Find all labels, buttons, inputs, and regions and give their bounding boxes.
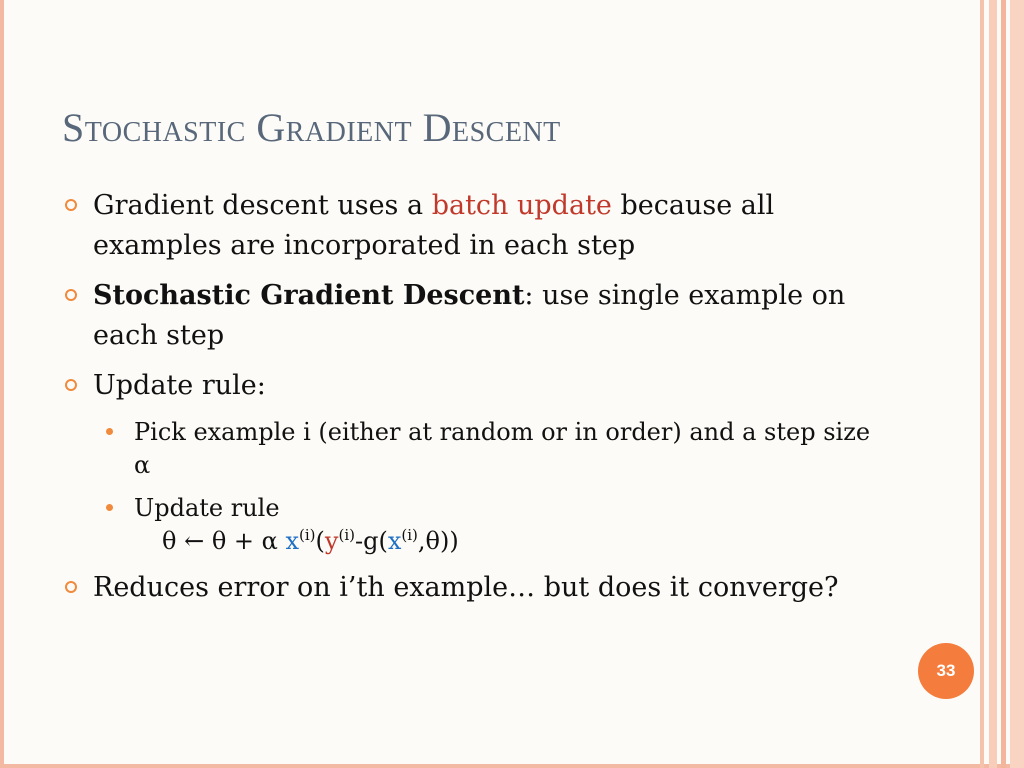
formula-paren: ( bbox=[315, 527, 325, 555]
bullet-text: Gradient descent uses a bbox=[93, 190, 432, 221]
formula-end: ,θ)) bbox=[417, 527, 459, 555]
highlight-batch-update: batch update bbox=[431, 190, 612, 221]
bottom-border bbox=[0, 764, 1024, 768]
update-formula bbox=[134, 525, 882, 558]
bullet-ring-icon bbox=[65, 289, 77, 301]
slide-content bbox=[62, 186, 882, 618]
formula-superscript: (i) bbox=[401, 526, 418, 544]
sub-bullet-dot-icon bbox=[106, 504, 113, 511]
bullet-sgd-definition bbox=[62, 276, 882, 356]
sub-bullet-update-rule bbox=[62, 492, 882, 558]
left-border bbox=[0, 0, 4, 768]
sub-bullet-text: Pick example i (either at random or in order) and a step size α bbox=[134, 418, 871, 479]
bullet-convergence-question bbox=[62, 568, 882, 608]
formula-lhs: θ ← θ + α bbox=[162, 527, 286, 555]
formula-y: y bbox=[324, 527, 339, 555]
slide-title: Stochastic Gradient Descent bbox=[62, 105, 561, 150]
formula-superscript: (i) bbox=[299, 526, 316, 544]
bullet-batch-update bbox=[62, 186, 882, 266]
sub-bullet-pick-example bbox=[62, 416, 882, 482]
sub-bullet-dot-icon bbox=[106, 428, 113, 435]
bullet-text: Reduces error on i’th example… but does it converge? bbox=[93, 572, 839, 603]
bold-term-sgd: Stochastic Gradient Descent bbox=[93, 280, 525, 311]
formula-g: -g( bbox=[354, 527, 388, 555]
bullet-ring-icon bbox=[65, 581, 77, 593]
bullet-update-rule bbox=[62, 366, 882, 406]
formula-superscript: (i) bbox=[338, 526, 355, 544]
bullet-text: : use single example on each step bbox=[93, 280, 846, 351]
bullet-ring-icon bbox=[65, 379, 77, 391]
sub-bullet-text: Update rule bbox=[134, 494, 280, 522]
formula-x: x bbox=[387, 527, 402, 555]
decorative-stripes bbox=[980, 0, 1024, 768]
bullet-text: Update rule: bbox=[93, 370, 266, 401]
formula-x: x bbox=[285, 527, 300, 555]
page-number-badge: 33 bbox=[918, 643, 974, 699]
bullet-text: because all examples are incorporated in each step bbox=[93, 190, 775, 261]
bullet-ring-icon bbox=[65, 199, 77, 211]
